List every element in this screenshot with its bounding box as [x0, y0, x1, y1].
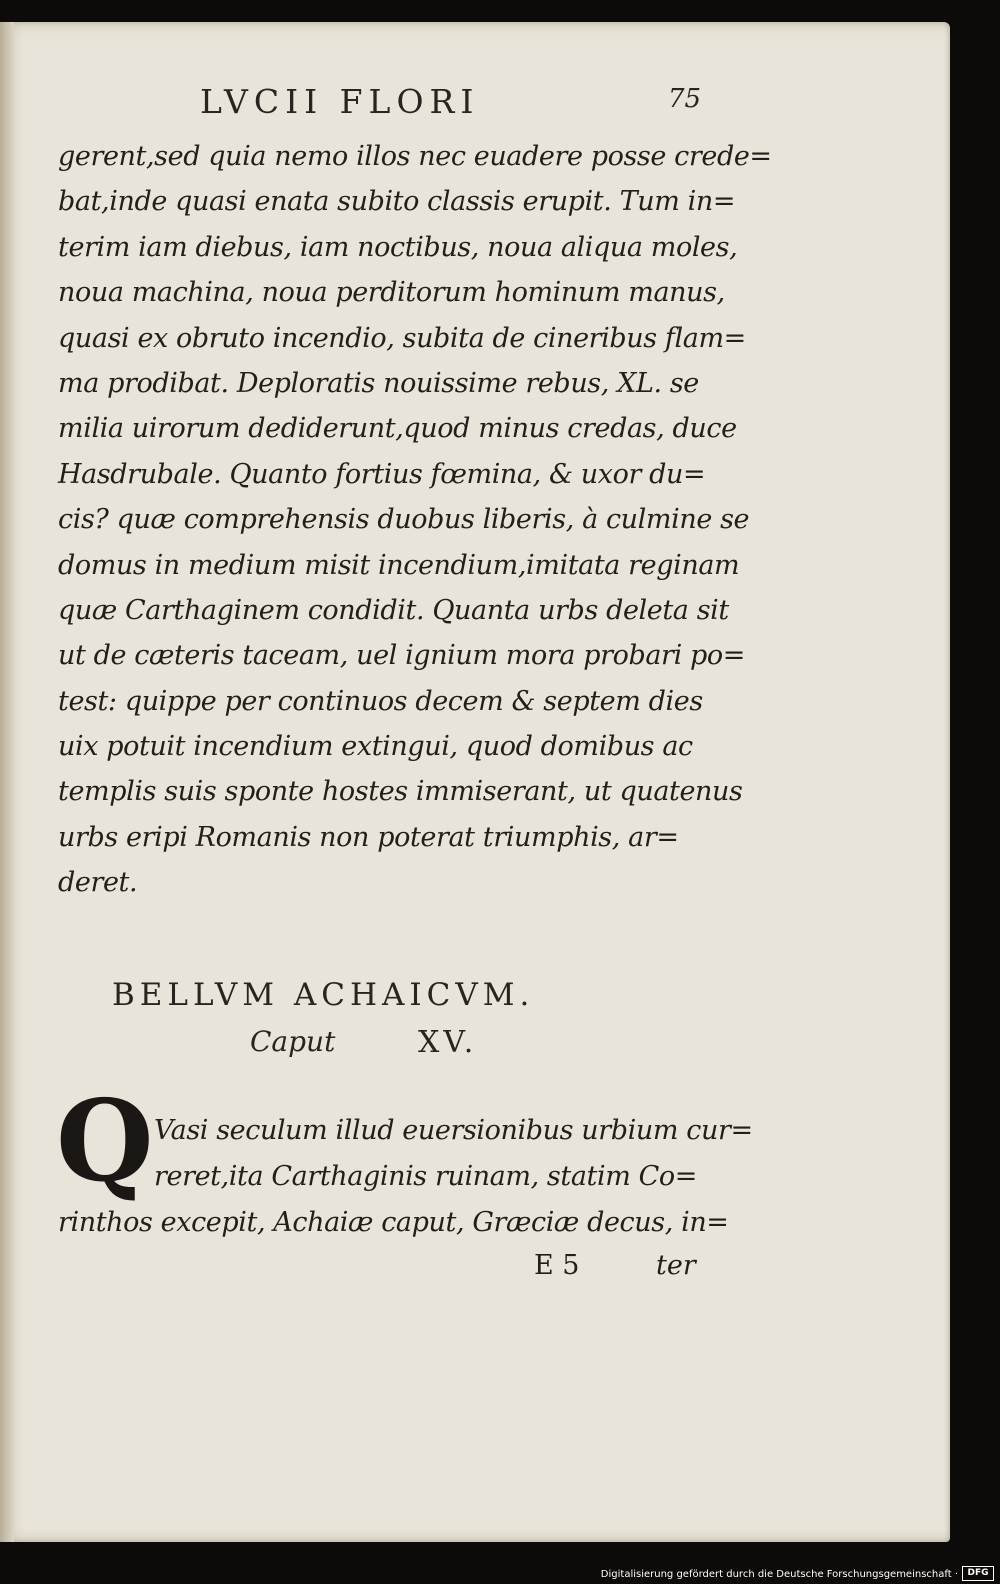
text-line: quasi ex obruto incendio, subita de cineribus flam=: [58, 322, 746, 354]
text-line: deret.: [58, 867, 138, 899]
text-line: reret,ita Carthaginis ruinam, statim Co=: [154, 1161, 697, 1192]
chapter-number: XV.: [418, 1025, 478, 1060]
page-header: [0, 82, 950, 122]
text-line: ma prodibat. Deploratis nouissime rebus, XL. se: [58, 367, 699, 399]
text-line: templis suis sponte hostes immiserant, ut quatenus: [58, 776, 743, 808]
page-gutter-edge: [0, 22, 14, 1542]
text-line: urbs eripi Romanis non poterat triumphis, ar=: [58, 821, 679, 853]
text-line: ut de cæteris taceam, uel ignium mora probari po=: [58, 640, 745, 672]
section-title: BELLVM ACHAICVM.: [112, 977, 535, 1013]
text-line: Vasi seculum illud euersionibus urbium cur=: [154, 1115, 753, 1146]
text-line: noua machina, noua perditorum hominum manus,: [58, 277, 725, 309]
text-line: terim iam diebus, iam noctibus, noua aliqua moles,: [58, 231, 738, 263]
text-line: bat,inde quasi enata subito classis erupit. Tum in=: [58, 186, 736, 218]
catchword-line: [0, 1250, 950, 1290]
body-text: [58, 134, 772, 906]
page-number: 75: [668, 84, 702, 114]
text-line: cis? quæ comprehensis duobus liberis, à culmine se: [58, 504, 750, 536]
book-page: [0, 22, 950, 1542]
text-line: uix potuit incendium extingui, quod domibus ac: [58, 731, 693, 763]
signature-mark: E 5: [534, 1250, 580, 1281]
text-line: Hasdrubale. Quanto fortius fœmina, & uxor du=: [58, 458, 706, 490]
text-line: quæ Carthaginem condidit. Quanta urbs deleta sit: [58, 594, 729, 626]
chapter-label: Caput: [250, 1025, 336, 1058]
text-line: test: quippe per continuos decem & septem dies: [58, 685, 703, 717]
digitization-credit: Digitalisierung gefördert durch die Deutsche Forschungsgemeinschaft ·: [600, 1569, 958, 1580]
chapter-text: [58, 1108, 753, 1246]
text-line: gerent,sed quia nemo illos nec euadere posse crede=: [58, 141, 772, 172]
dfg-logo: DFG: [962, 1566, 994, 1581]
text-line: milia uirorum dediderunt,quod minus credas, duce: [58, 413, 737, 445]
drop-cap-initial: Q: [56, 1076, 154, 1207]
text-line: rinthos excepit, Achaiæ caput, Græciæ decus, in=: [58, 1207, 729, 1238]
running-title: LVCII FLORI: [200, 82, 480, 121]
catchword: ter: [656, 1250, 696, 1281]
text-line: domus in medium misit incendium,imitata reginam: [58, 549, 740, 581]
